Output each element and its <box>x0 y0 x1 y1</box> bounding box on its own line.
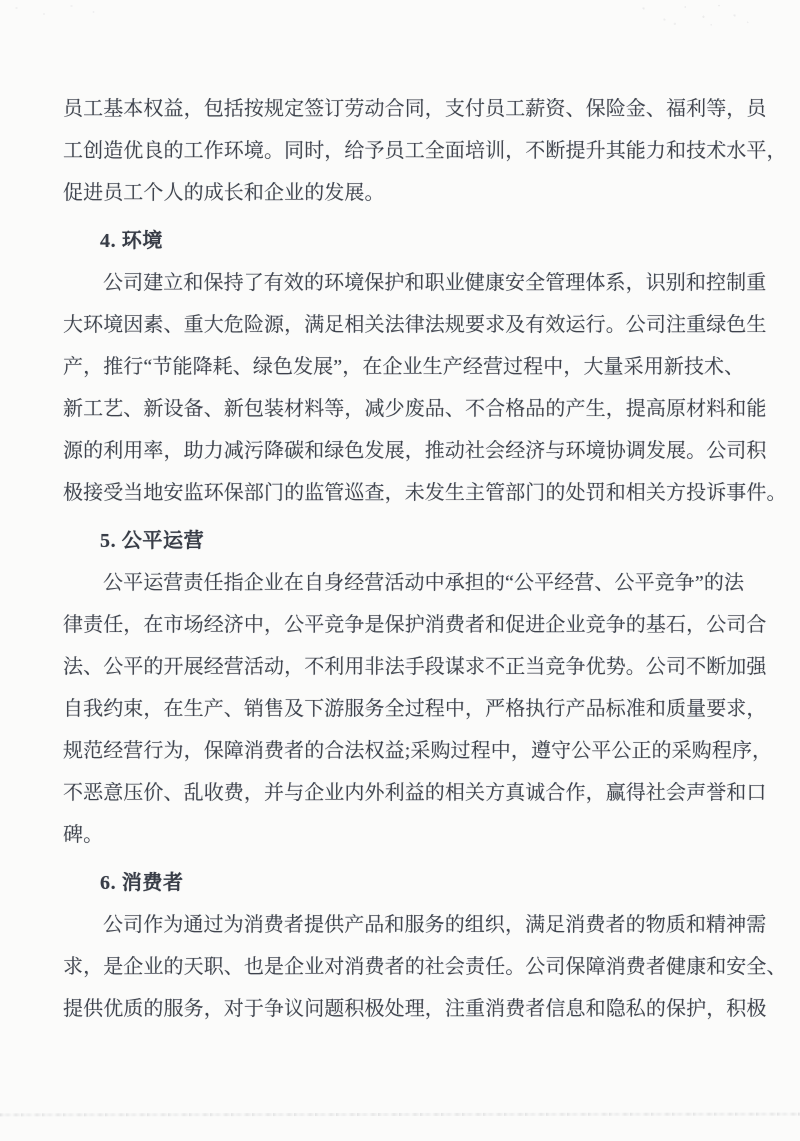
text-line: 公司作为通过为消费者提供产品和服务的组织，满足消费者的物质和精神需 <box>103 914 767 936</box>
text-line: 碑。 <box>63 824 104 846</box>
scan-noise-top-right <box>628 0 758 28</box>
paragraph-environment <box>63 262 787 514</box>
paragraph-employee-rights <box>63 88 787 214</box>
text-line: 规范经营行为，保障消费者的合法权益;采购过程中，遵守公平公正的采购程序， <box>63 740 773 762</box>
text-line: 新工艺、新设备、新包装材料等，减少废品、不合格品的产生，提高原材料和能 <box>63 398 767 420</box>
text-line: 自我约束，在生产、销售及下游服务全过程中，严格执行产品标准和质量要求， <box>63 698 767 720</box>
document-text-block <box>63 88 787 1030</box>
text-line: 大环境因素、重大危险源，满足相关法律法规要求及有效运行。公司注重绿色生 <box>63 314 767 336</box>
text-line: 公平运营责任指企业在自身经营活动中承担的“公平经营、公平竞争”的法 <box>103 572 745 594</box>
text-line: 法、公平的开展经营活动，不利用非法手段谋求不正当竞争优势。公司不断加强 <box>63 656 767 678</box>
paragraph-consumers <box>63 904 787 1030</box>
section-heading-consumers: 6. 消费者 <box>100 872 184 894</box>
section-heading-fair-operation: 5. 公平运营 <box>100 530 205 552</box>
text-line: 工创造优良的工作环境。同时，给予员工全面培训，不断提升其能力和技术水平， <box>63 140 787 162</box>
text-line: 公司建立和保持了有效的环境保护和职业健康安全管理体系，识别和控制重 <box>103 272 767 294</box>
scan-streak-artifact <box>0 1113 800 1117</box>
text-line: 产，推行“节能降耗、绿色发展”，在企业生产经营过程中，大量采用新技术、 <box>63 356 745 378</box>
text-line: 律责任，在市场经济中，公平竞争是保护消费者和促进企业竞争的基石，公司合 <box>63 614 767 636</box>
text-line: 促进员工个人的成长和企业的发展。 <box>63 182 385 204</box>
paragraph-fair-operation <box>63 562 773 856</box>
text-line: 员工基本权益，包括按规定签订劳动合同，支付员工薪资、保险金、福利等，员 <box>63 98 767 120</box>
text-line: 不恶意压价、乱收费，并与企业内外利益的相关方真诚合作，赢得社会声誉和口 <box>63 782 767 804</box>
text-line: 源的利用率，助力减污降碳和绿色发展，推动社会经济与环境协调发展。公司积 <box>63 440 767 462</box>
text-line: 提供优质的服务，对于争议问题积极处理，注重消费者信息和隐私的保护，积极 <box>63 998 767 1020</box>
scan-noise-top-left <box>0 0 110 20</box>
section-heading-environment: 4. 环境 <box>100 230 163 252</box>
text-line: 极接受当地安监环保部门的监管巡查，未发生主管部门的处罚和相关方投诉事件。 <box>63 482 787 504</box>
text-line: 求，是企业的天职、也是企业对消费者的社会责任。公司保障消费者健康和安全、 <box>63 956 787 978</box>
